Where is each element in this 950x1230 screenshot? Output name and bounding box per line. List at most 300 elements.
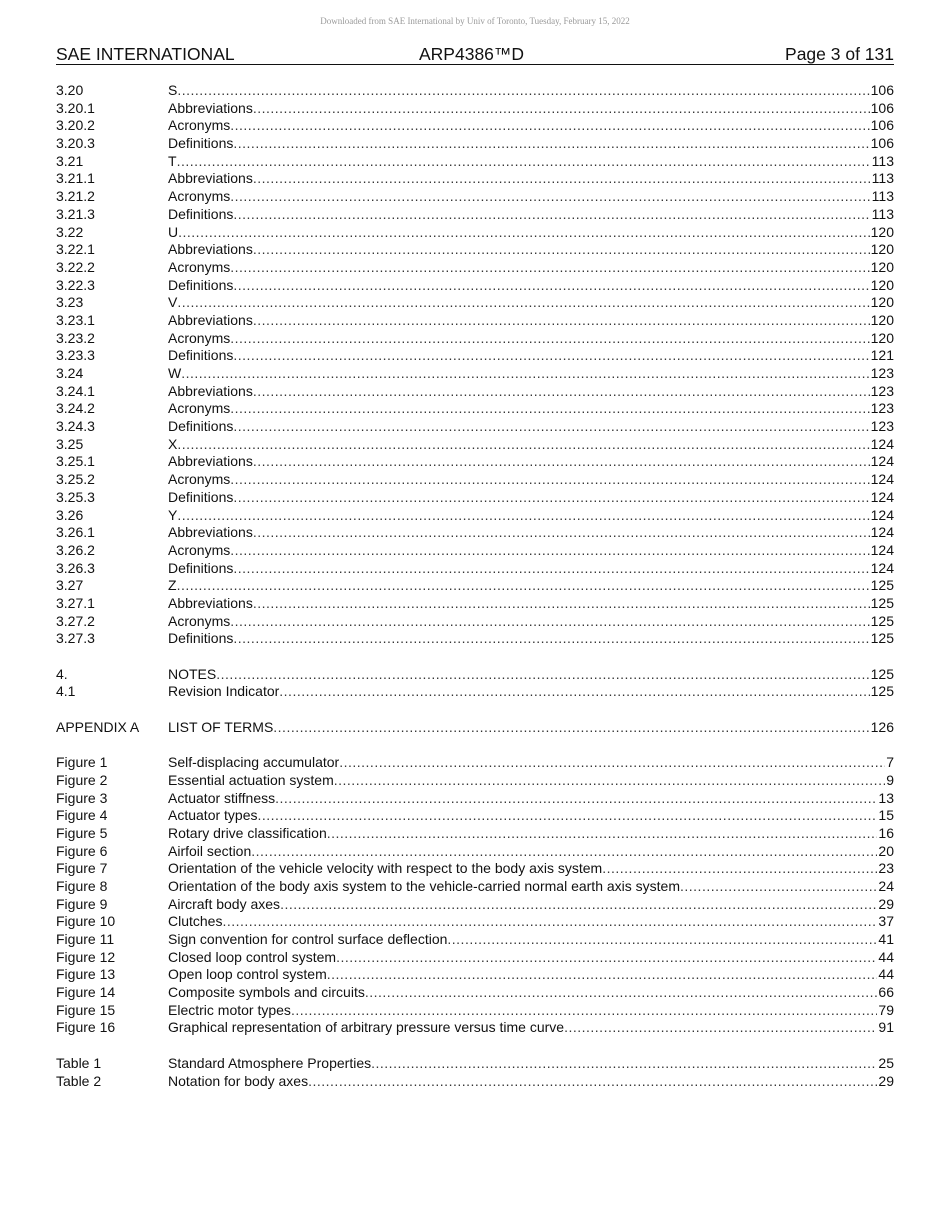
toc-entry-number: 3.23 [56, 294, 84, 311]
toc-entry-body [168, 188, 894, 206]
toc-entry-number: Figure 14 [56, 984, 116, 1001]
dot-leader [327, 825, 878, 843]
toc-entry-title: Acronyms [168, 471, 231, 488]
toc-entry-body [168, 843, 894, 861]
toc-entry[interactable] [56, 878, 894, 896]
toc-entry-body [168, 82, 894, 100]
toc-entry-body [168, 418, 894, 436]
toc-entry-number: Table 2 [56, 1072, 102, 1089]
dot-leader [308, 1073, 877, 1091]
toc-entry-body [168, 453, 894, 471]
dot-leader [233, 560, 869, 578]
dot-leader [253, 453, 870, 471]
dot-leader [253, 100, 870, 118]
toc-entry[interactable] [56, 896, 894, 914]
toc-entry[interactable] [56, 754, 894, 772]
section-gap [56, 701, 894, 719]
toc-entry-body [168, 312, 894, 330]
toc-entry-page: 120 [870, 294, 894, 311]
dot-leader [233, 135, 869, 153]
toc-entry-title: Actuator stiffness [168, 789, 276, 806]
toc-entry-body [168, 913, 894, 931]
toc-entry-title: Abbreviations [168, 594, 253, 611]
toc-entry[interactable] [56, 383, 894, 401]
toc-entry[interactable] [56, 1019, 894, 1037]
toc-entry-page: 123 [870, 400, 894, 417]
toc-entry-page: 123 [870, 365, 894, 381]
toc-entry[interactable] [56, 453, 894, 471]
dot-leader [680, 878, 877, 896]
toc-entry-page: 44 [878, 966, 894, 983]
toc-entry-number: 3.22.1 [56, 241, 95, 258]
toc-entry[interactable] [56, 507, 894, 525]
dot-leader [233, 206, 870, 224]
toc-entry[interactable] [56, 365, 894, 383]
toc-entry-number: 3.26.1 [56, 524, 95, 541]
toc-entry[interactable] [56, 843, 894, 861]
toc-entry-body [168, 524, 894, 542]
toc-entry-title: Graphical representation of arbitrary pressure versus time curve [168, 1019, 565, 1036]
toc-entry-title: Aircraft body axes [168, 895, 281, 912]
toc-entry-title: Definitions [168, 630, 234, 647]
toc-entry[interactable] [56, 188, 894, 206]
toc-entry-number: 3.26.3 [56, 559, 95, 576]
toc-entry-number: APPENDIX A [56, 718, 140, 735]
dot-leader [177, 507, 869, 525]
toc-entry-body [168, 489, 894, 507]
dot-leader [181, 365, 869, 383]
toc-entry[interactable] [56, 860, 894, 878]
dot-leader [253, 312, 870, 330]
dot-leader [230, 259, 869, 277]
toc-entry-number: Figure 16 [56, 1019, 116, 1036]
dot-leader [233, 489, 869, 507]
toc-entry-body [168, 860, 894, 878]
toc-entry-number: Figure 1 [56, 754, 108, 771]
toc-entry-body [168, 772, 894, 790]
toc-entry-body [168, 135, 894, 153]
dot-leader [327, 966, 878, 984]
toc-entry[interactable] [56, 489, 894, 507]
toc-entry-page: 120 [870, 276, 894, 293]
toc-entry-title: Definitions [168, 205, 234, 222]
dot-leader [233, 277, 869, 295]
toc-entry-title: Orientation of the vehicle velocity with respect to the body axis system [168, 860, 603, 877]
toc-entry-body [168, 507, 894, 525]
toc-entry-body [168, 170, 894, 188]
toc-entry-page: 120 [870, 223, 894, 240]
toc-entry[interactable] [56, 330, 894, 348]
dot-leader [447, 931, 877, 949]
toc-entry-number: Figure 9 [56, 895, 108, 912]
toc-entry-body [168, 630, 894, 648]
toc-entry-title: Self-displacing accumulator [168, 754, 340, 771]
toc-entry-body [168, 383, 894, 401]
toc-entry-number: 3.24.1 [56, 382, 95, 399]
toc-entry[interactable] [56, 807, 894, 825]
toc-entry[interactable] [56, 524, 894, 542]
toc-entry-number: 3.22.3 [56, 276, 95, 293]
toc-entry-body [168, 896, 894, 914]
toc-entry-body [168, 790, 894, 808]
document-id: ARP4386™D [419, 44, 525, 64]
toc-entry-body [168, 542, 894, 560]
toc-entry-page: 23 [878, 860, 894, 877]
toc-entry-page: 123 [870, 382, 894, 399]
dot-leader [251, 843, 877, 861]
toc-entry-page: 124 [870, 453, 894, 470]
toc-entry-page: 106 [870, 135, 894, 152]
toc-entry-title: Abbreviations [168, 453, 253, 470]
toc-entry-number: 3.27.1 [56, 594, 95, 611]
dot-leader [564, 1019, 877, 1037]
toc-entry-title: Standard Atmosphere Properties [168, 1054, 372, 1071]
toc-entry-title: Rotary drive classification [168, 824, 327, 841]
dot-leader [177, 153, 871, 171]
toc-entry[interactable] [56, 613, 894, 631]
toc-entry-page: 106 [870, 82, 894, 98]
toc-entry-page: 7 [886, 754, 894, 771]
toc-entry-title: Abbreviations [168, 170, 253, 187]
toc-entry-page: 120 [870, 258, 894, 275]
toc-entry-body [168, 471, 894, 489]
toc-entry-number: 3.23.2 [56, 329, 95, 346]
toc-entry-number: Figure 4 [56, 807, 108, 824]
toc-entry[interactable] [56, 82, 894, 100]
toc-entry-title: X [168, 435, 178, 452]
toc-entry-number: 3.21 [56, 152, 84, 169]
toc-entry[interactable] [56, 1002, 894, 1020]
dot-leader [222, 913, 877, 931]
toc-entry-page: 41 [878, 931, 894, 947]
dot-leader [334, 772, 885, 790]
section-gap [56, 1037, 894, 1055]
toc-entry-title: Acronyms [168, 612, 231, 629]
toc-entry[interactable] [56, 595, 894, 613]
toc-entry-number: Figure 15 [56, 1001, 116, 1018]
dot-leader [279, 683, 869, 701]
toc-entry[interactable] [56, 1055, 894, 1073]
toc-entry[interactable] [56, 259, 894, 277]
toc-entry-body [168, 613, 894, 631]
toc-entry-title: Sign convention for control surface deflection [168, 931, 448, 947]
toc-entry-title: Notation for body axes [168, 1072, 309, 1089]
dot-leader [253, 595, 870, 613]
toc-entry[interactable] [56, 471, 894, 489]
toc-entry[interactable] [56, 347, 894, 365]
toc-entry-number: 3.22 [56, 223, 84, 240]
toc-entry-page: 124 [870, 506, 894, 523]
toc-entry-page: 124 [870, 435, 894, 452]
toc-entry-number: Figure 13 [56, 966, 116, 983]
toc-entry-page: 29 [878, 1072, 894, 1089]
toc-entry-page: 113 [871, 170, 894, 187]
dot-leader [253, 383, 870, 401]
toc-entry-title: Z [168, 577, 177, 594]
toc-entry[interactable] [56, 170, 894, 188]
toc-entry-page: 44 [878, 948, 894, 965]
toc-entry-title: Acronyms [168, 258, 231, 275]
toc-entry-page: 120 [870, 241, 894, 258]
toc-entry-title: Y [168, 506, 178, 523]
dot-leader [233, 418, 869, 436]
toc-entry-title: Acronyms [168, 400, 231, 417]
toc-entry-page: 9 [886, 771, 894, 788]
section-gap [56, 648, 894, 666]
toc-entry-body [168, 206, 894, 224]
toc-entry-title: NOTES [168, 665, 217, 682]
dot-leader [230, 188, 870, 206]
toc-entry[interactable] [56, 719, 894, 737]
toc-entry-number: 3.22.2 [56, 258, 95, 275]
toc-entry-body [168, 153, 894, 171]
toc-entry-number: 3.20.3 [56, 135, 95, 152]
toc-entry-number: 3.24.2 [56, 400, 95, 417]
toc-entry-page: 106 [870, 117, 894, 134]
dot-leader [273, 719, 869, 737]
toc-entry-page: 125 [870, 630, 894, 647]
dot-leader [336, 949, 877, 967]
toc-entry-number: 3.26.2 [56, 541, 95, 558]
toc-entry-number: Table 1 [56, 1054, 102, 1071]
toc-entry-title: Acronyms [168, 188, 231, 205]
toc-entry-body [168, 365, 894, 383]
toc-entry-body [168, 294, 894, 312]
dot-leader [253, 170, 871, 188]
toc-entry-body [168, 719, 894, 737]
dot-leader [177, 436, 869, 454]
toc-entry-title: Acronyms [168, 329, 231, 346]
toc-entry-page: 13 [878, 789, 894, 806]
toc-entry-body [168, 878, 894, 896]
toc-entry-title: U [168, 223, 179, 240]
toc-entry-title: Abbreviations [168, 311, 253, 328]
toc-entry-body [168, 400, 894, 418]
toc-entry-number: 4.1 [56, 683, 76, 700]
toc-entry-number: 3.21.1 [56, 170, 95, 187]
toc-entry-number: Figure 2 [56, 771, 108, 788]
dot-leader [230, 613, 869, 631]
toc-entry-title: Electric motor types [168, 1001, 291, 1018]
toc-entry-number: 3.25.2 [56, 471, 95, 488]
toc-entry-title: Definitions [168, 559, 234, 576]
toc-entry[interactable] [56, 206, 894, 224]
toc-entry[interactable] [56, 790, 894, 808]
dot-leader [177, 577, 870, 595]
toc-entry-page: 125 [870, 612, 894, 629]
toc-entry[interactable] [56, 418, 894, 436]
toc-entry-number: 3.21.3 [56, 205, 95, 222]
toc-entry-title: Abbreviations [168, 99, 253, 116]
download-watermark: Downloaded from SAE International by Univ of Toronto, Tuesday, February 15, 2022 [320, 16, 630, 26]
toc-entry[interactable] [56, 224, 894, 242]
toc-entry-body [168, 666, 894, 684]
toc-entry[interactable] [56, 277, 894, 295]
toc-entry[interactable] [56, 913, 894, 931]
toc-entry-page: 126 [870, 718, 894, 735]
toc-entry-page: 91 [878, 1019, 894, 1036]
dot-leader [339, 754, 885, 772]
toc-entry[interactable] [56, 135, 894, 153]
toc-entry-page: 124 [870, 559, 894, 576]
toc-entry-title: LIST OF TERMS [168, 718, 274, 735]
toc-entry[interactable] [56, 1073, 894, 1091]
toc-entry[interactable] [56, 949, 894, 967]
toc-entry-page: 124 [870, 488, 894, 505]
toc-entry-number: 3.27 [56, 577, 84, 594]
toc-entry-page: 29 [878, 895, 894, 912]
dot-leader [233, 630, 869, 648]
toc-entry-body [168, 931, 894, 949]
toc-entry-title: W [168, 365, 182, 381]
toc-entry-number: Figure 12 [56, 948, 116, 965]
toc-entry[interactable] [56, 560, 894, 578]
table-of-contents [56, 82, 894, 1090]
dot-leader [230, 471, 869, 489]
toc-entry-number: 3.20.1 [56, 99, 95, 116]
toc-entry[interactable] [56, 577, 894, 595]
toc-entry[interactable] [56, 436, 894, 454]
dot-leader [230, 542, 869, 560]
toc-entry-page: 124 [870, 541, 894, 558]
toc-entry-number: 4. [56, 665, 68, 682]
page-number: Page 3 of 131 [785, 44, 894, 64]
toc-entry[interactable] [56, 542, 894, 560]
toc-entry-body [168, 683, 894, 701]
toc-entry-body [168, 436, 894, 454]
toc-entry-title: Acronyms [168, 541, 231, 558]
toc-entry-number: 3.26 [56, 506, 84, 523]
toc-entry-number: Figure 11 [56, 931, 115, 947]
toc-entry-title: Closed loop control system [168, 948, 337, 965]
publisher-name: SAE INTERNATIONAL [56, 44, 235, 64]
toc-entry-body [168, 949, 894, 967]
dot-leader [258, 807, 878, 825]
toc-entry-page: 66 [878, 984, 894, 1001]
toc-entry-body [168, 117, 894, 135]
dot-leader [280, 896, 877, 914]
toc-entry-title: Abbreviations [168, 524, 253, 541]
dot-leader [233, 347, 869, 365]
toc-entry[interactable] [56, 772, 894, 790]
toc-entry[interactable] [56, 294, 894, 312]
toc-entry-page: 121 [870, 347, 894, 364]
toc-entry[interactable] [56, 117, 894, 135]
toc-entry[interactable] [56, 931, 894, 949]
toc-entry-number: 3.27.2 [56, 612, 95, 629]
toc-entry-body [168, 277, 894, 295]
toc-entry-page: 15 [878, 807, 894, 824]
toc-entry-number: 3.20 [56, 82, 84, 98]
toc-entry-number: 3.25.3 [56, 488, 95, 505]
toc-entry-title: Actuator types [168, 807, 258, 824]
toc-entry[interactable] [56, 400, 894, 418]
dot-leader [178, 224, 870, 242]
toc-entry[interactable] [56, 825, 894, 843]
toc-entry-title: Abbreviations [168, 241, 253, 258]
toc-entry-title: Revision Indicator [168, 683, 280, 700]
dot-leader [230, 400, 869, 418]
dot-leader [275, 790, 877, 808]
dot-leader [371, 1055, 877, 1073]
toc-entry[interactable] [56, 241, 894, 259]
toc-entry-page: 125 [870, 665, 894, 682]
dot-leader [177, 294, 869, 312]
toc-entry[interactable] [56, 153, 894, 171]
toc-entry[interactable] [56, 666, 894, 684]
toc-entry-number: 3.25 [56, 435, 84, 452]
toc-entry-number: 3.25.1 [56, 453, 95, 470]
toc-entry-page: 113 [871, 188, 894, 205]
dot-leader [253, 241, 870, 259]
toc-entry-body [168, 807, 894, 825]
toc-entry-page: 123 [870, 418, 894, 435]
toc-entry-body [168, 259, 894, 277]
toc-entry-title: S [168, 82, 178, 98]
toc-entry-number: 3.21.2 [56, 188, 95, 205]
section-gap [56, 736, 894, 754]
toc-entry-page: 124 [870, 471, 894, 488]
dot-leader [230, 330, 869, 348]
toc-entry-page: 106 [870, 99, 894, 116]
toc-entry-title: Orientation of the body axis system to the vehicle-carried normal earth axis system [168, 877, 680, 894]
dot-leader [365, 984, 878, 1002]
toc-entry-number: Figure 10 [56, 913, 116, 930]
toc-entry-body [168, 577, 894, 595]
toc-entry[interactable] [56, 966, 894, 984]
toc-entry-page: 24 [878, 877, 894, 894]
toc-entry-page: 125 [870, 683, 894, 700]
toc-entry-body [168, 966, 894, 984]
toc-entry[interactable] [56, 683, 894, 701]
toc-entry-title: Airfoil section [168, 842, 252, 859]
toc-entry-title: V [168, 294, 178, 311]
toc-entry-number: 3.27.3 [56, 630, 95, 647]
toc-entry-body [168, 1073, 894, 1091]
toc-entry-page: 120 [870, 311, 894, 328]
toc-entry-body [168, 241, 894, 259]
toc-entry[interactable] [56, 312, 894, 330]
dot-leader [602, 860, 877, 878]
toc-entry-number: 3.24 [56, 365, 84, 381]
toc-entry-page: 113 [871, 205, 894, 222]
toc-entry-page: 113 [871, 152, 894, 169]
toc-entry-page: 125 [870, 577, 894, 594]
toc-entry-page: 25 [878, 1054, 894, 1071]
toc-entry-title: Composite symbols and circuits [168, 984, 365, 1001]
toc-entry-number: 3.23.3 [56, 347, 95, 364]
toc-entry-title: Definitions [168, 347, 234, 364]
dot-leader [253, 524, 870, 542]
toc-entry[interactable] [56, 984, 894, 1002]
toc-entry-body [168, 754, 894, 772]
toc-entry-body [168, 1002, 894, 1020]
dot-leader [230, 117, 869, 135]
toc-entry-number: Figure 6 [56, 842, 108, 859]
toc-entry-title: Acronyms [168, 117, 231, 134]
toc-entry-page: 124 [870, 524, 894, 541]
toc-entry-title: Open loop control system [168, 966, 327, 983]
toc-entry-page: 120 [870, 329, 894, 346]
toc-entry-body [168, 595, 894, 613]
toc-entry[interactable] [56, 100, 894, 118]
toc-entry-page: 16 [878, 824, 894, 841]
toc-entry[interactable] [56, 630, 894, 648]
toc-entry-number: Figure 7 [56, 860, 108, 877]
page-header [56, 44, 894, 65]
toc-entry-title: Definitions [168, 418, 234, 435]
toc-entry-body [168, 330, 894, 348]
